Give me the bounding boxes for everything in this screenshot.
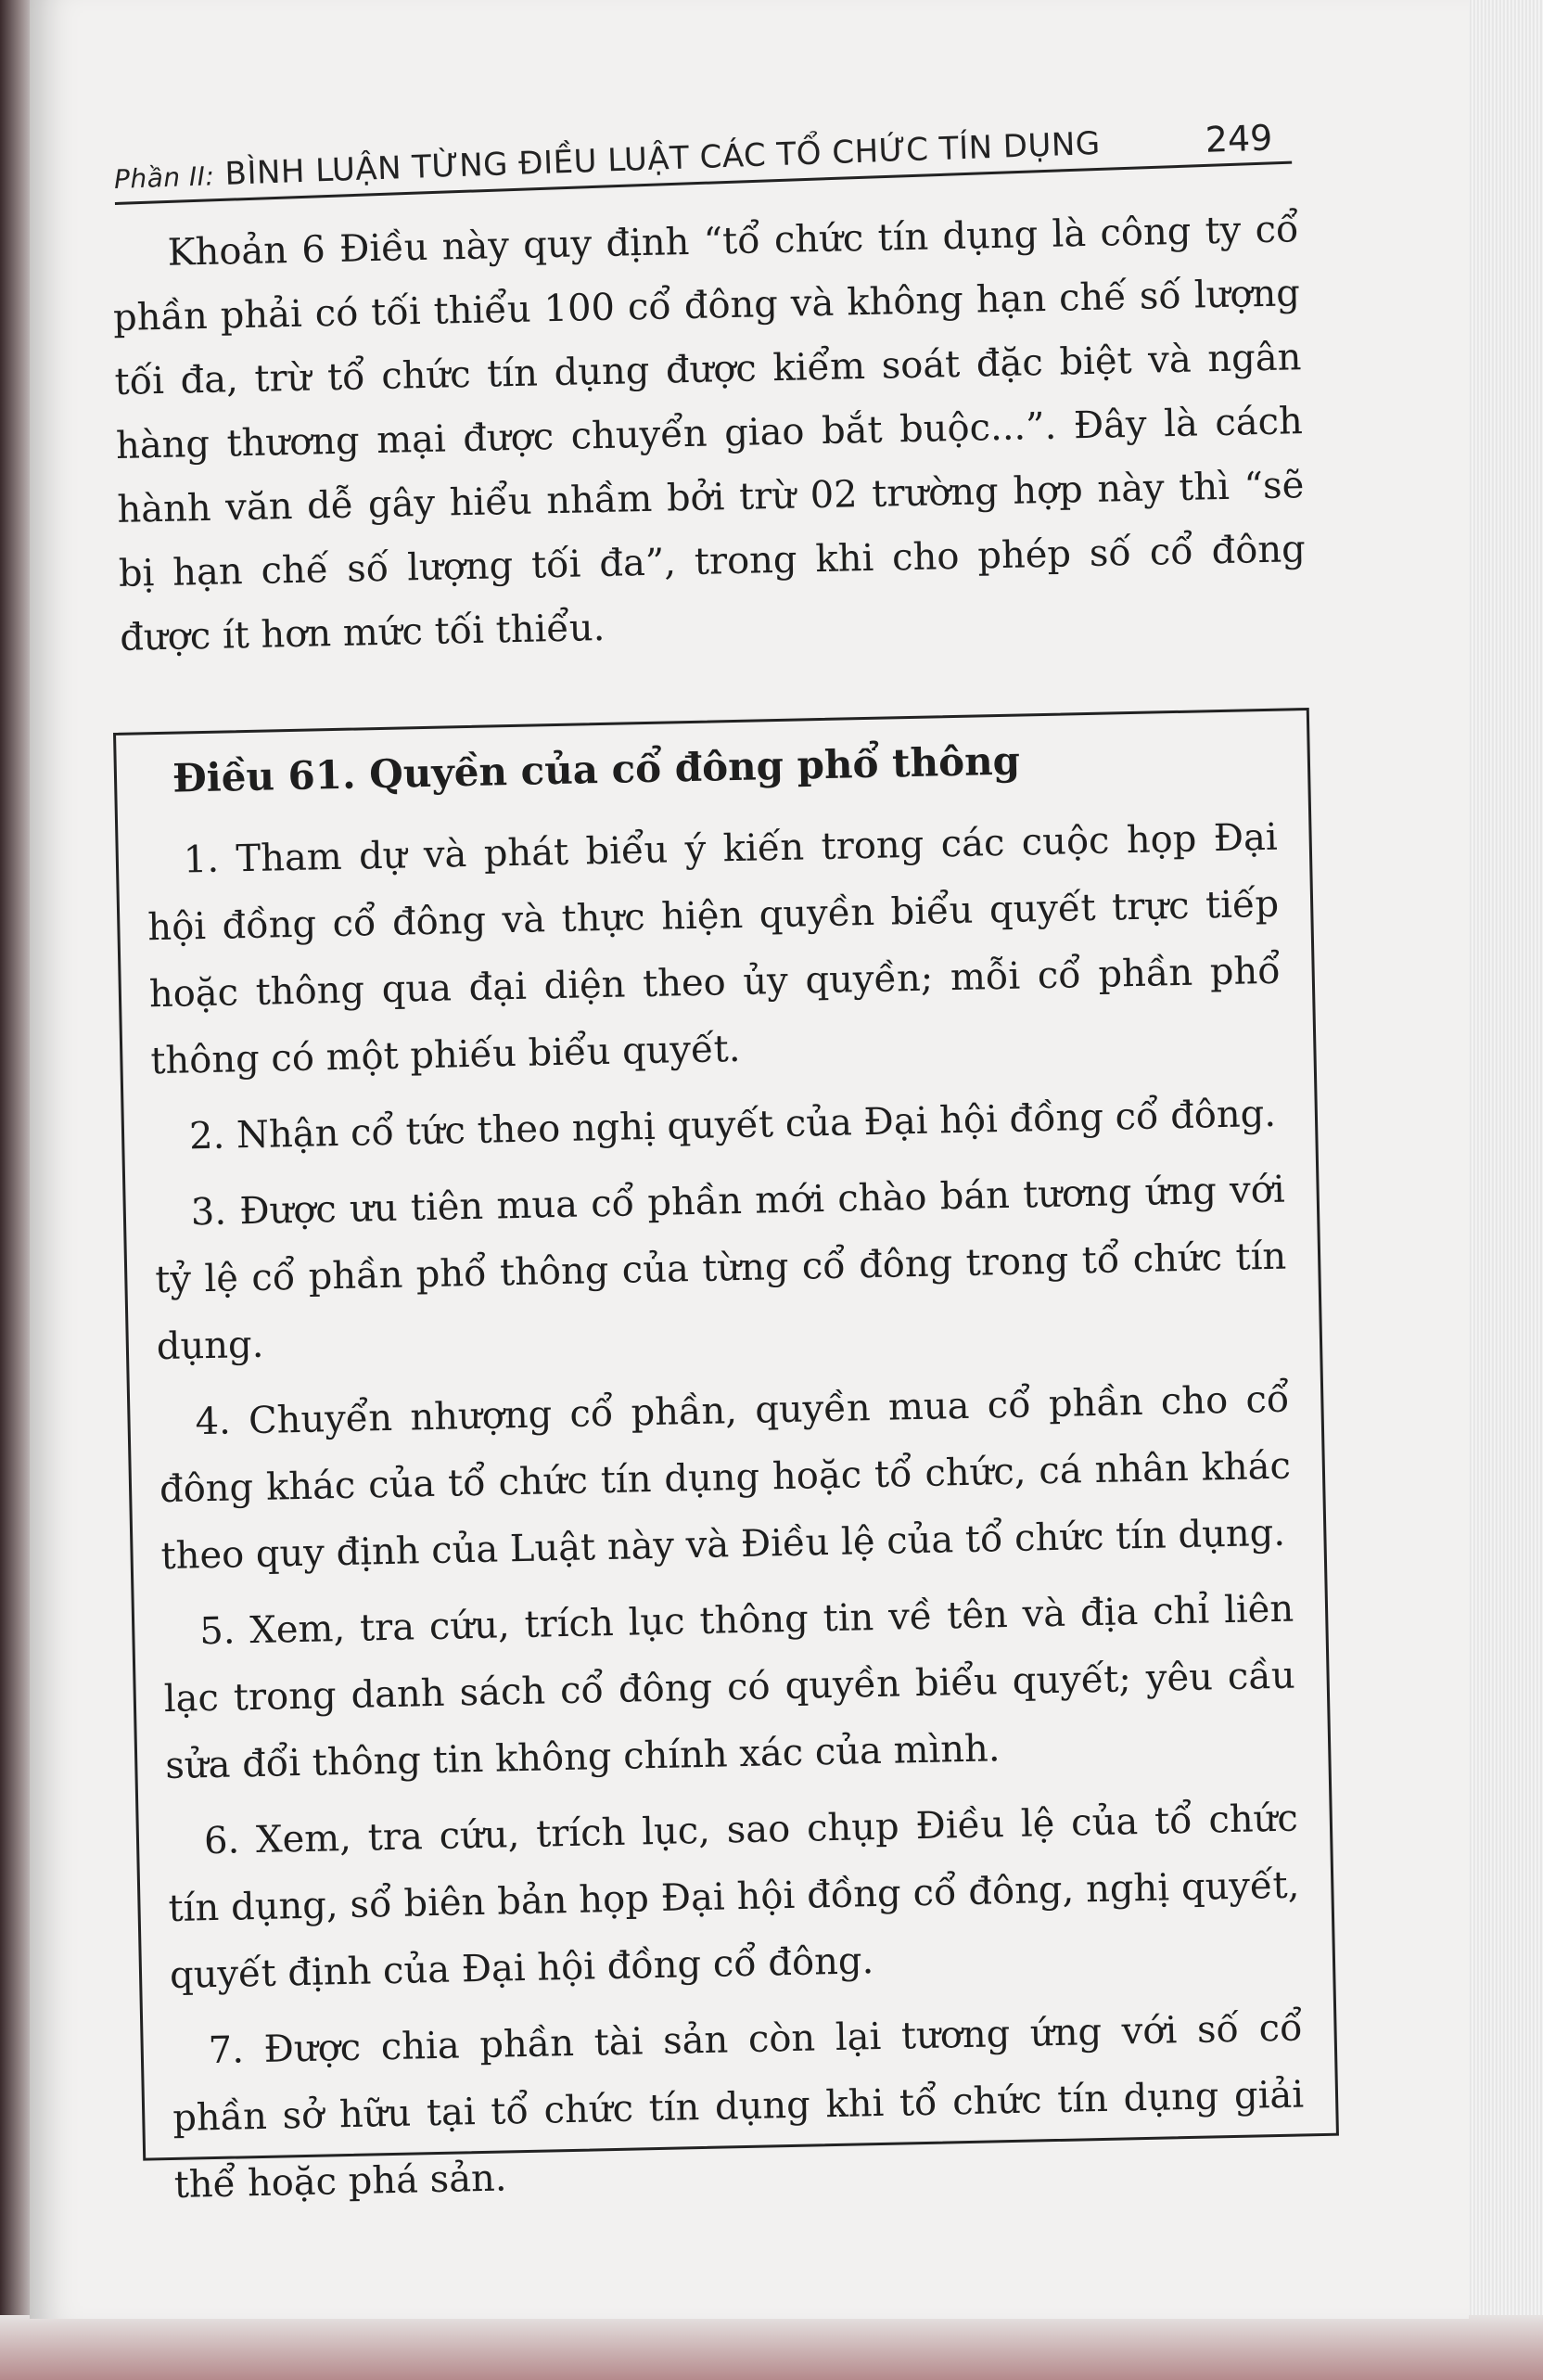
article-clause: 4. Chuyển nhượng cổ phần, quyền mua cổ phần cho cổ đông khác của tổ chức tín dụng hoặc tổ chức, cá nhân khác theo quy định của Luật này và Điều lệ của tổ chức tín dụng. bbox=[159, 1377, 1292, 1579]
article-clause: 7. Được chia phần tài sản còn lại tương ứng với số cổ phần sở hữu tại tổ chức tín dụng khi tổ chức tín dụng giải thể hoặc phá sản. bbox=[172, 2006, 1305, 2207]
article-clause: 3. Được ưu tiên mua cổ phần mới chào bán tương ứng với tỷ lệ cổ phần phổ thông của từng cổ đông trong tổ chức tín dụng. bbox=[154, 1168, 1287, 1369]
running-header bbox=[112, 78, 1292, 205]
book-page bbox=[30, 0, 1469, 2319]
article-clause: 6. Xem, tra cứu, trích lục, sao chụp Điều lệ của tổ chức tín dụng, sổ biên bản họp Đại hội đồng cổ đông, nghị quyết, quyết định của Đại hội đồng cổ đông. bbox=[168, 1797, 1300, 1998]
article-title: Điều 61. Quyền của cổ đông phổ thông bbox=[172, 737, 1021, 801]
page-number: 249 bbox=[1204, 117, 1273, 160]
book-bottom-edge bbox=[0, 2315, 1543, 2380]
article-clause: 2. Nhận cổ tức theo nghị quyết của Đại hội đồng cổ đông. bbox=[188, 1092, 1277, 1158]
header-part-label: Phần II: bbox=[113, 160, 215, 196]
article-box bbox=[113, 708, 1339, 2207]
header-title: BÌNH LUẬN TỪNG ĐIỀU LUẬT CÁC TỔ CHỨC TÍN DỤNG bbox=[223, 124, 1102, 193]
article-clause: 5. Xem, tra cứu, trích lục thông tin về tên và địa chỉ liên lạc trong danh sách cổ đông có quyền biểu quyết; yêu cầu sửa đổi thông tin không chính xác của mình. bbox=[163, 1587, 1296, 1788]
article-clause: 1. Tham dự và phát biểu ý kiến trong các cuộc họp Đại hội đồng cổ đông và thực hiện quyền biểu quyết trực tiếp hoặc thông qua đại diện theo ủy quyền; mỗi cổ phần phổ thông có một phiếu biểu quyết. bbox=[147, 815, 1282, 1083]
page-edges bbox=[1469, 0, 1543, 2380]
intro-paragraph: Khoản 6 Điều này quy định “tổ chức tín dụng là công ty cổ phần phải có tối thiểu 100 cổ đông và không hạn chế số lượng tối đa, trừ tổ chức tín dụng được kiểm soát đặc biệt và ngân hàng thương mại được chuyển giao bắt buộc...”. Đây là cách hành văn dễ gây hiểu nhầm bởi trừ 02 trường hợp này thì “sẽ bị hạn chế số lượng tối đa”, trong khi cho phép số cổ đông được ít hơn mức tối thiểu. bbox=[112, 208, 1307, 659]
